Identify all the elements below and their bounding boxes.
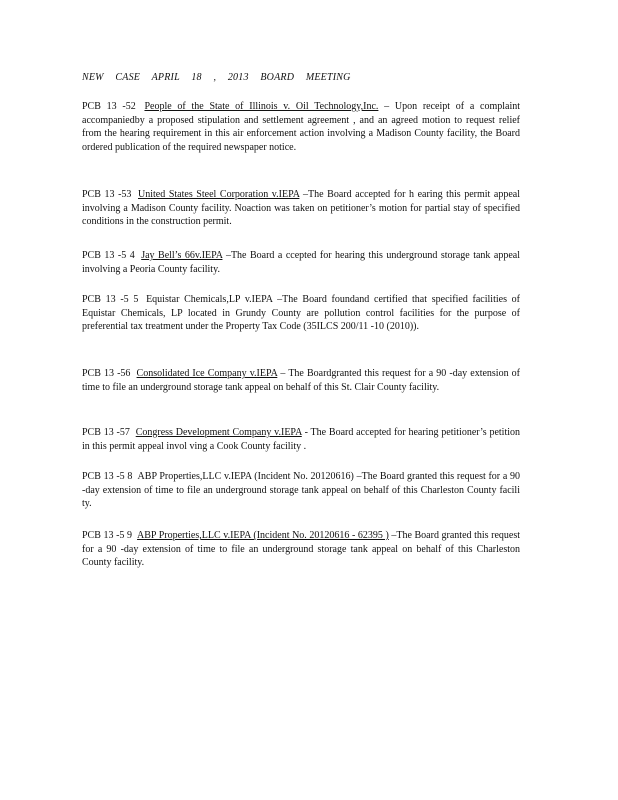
case-number: PCB 13 -5 5: [82, 294, 139, 305]
case-number: PCB 13 -52: [82, 101, 136, 112]
case-caption: Congress Development Company v.IEPA: [135, 427, 302, 438]
meeting-heading: NEW CASE APRIL 18 , 2013 BOARD MEETING: [82, 72, 351, 83]
case-entry-7: [82, 470, 520, 511]
case-entry-2: [82, 188, 520, 229]
case-number: PCB 13 -56: [82, 368, 131, 379]
case-entry-5: [82, 367, 520, 394]
case-entry-4: [82, 293, 520, 334]
case-number: PCB 13 -53: [82, 189, 132, 200]
case-summary: – The Boardgranted this request for a 90 -day extension of time to file an underground storage tank appeal on behalf of this St. Clair County facility.: [82, 368, 521, 393]
case-summary: Equistar Chemicals,LP v.IEPA –The Board foundand certified that specified facilities of Equistar Chemicals, LP located in Grundy County are pollution control facilities for the purpose of preferential tax treatment under the Property Tax Code (35ILCS 200/11 -10 (2010)).: [82, 294, 521, 333]
case-summary: - The Board accepted for hearing petitioner’s petition in this permit appeal invol ving a Cook County facility .: [82, 427, 521, 452]
case-number: PCB 13 -5 8: [82, 471, 133, 482]
case-number: PCB 13 -5 4: [82, 250, 135, 261]
case-number: PCB 13 -57: [82, 427, 130, 438]
case-entry-8: [82, 529, 520, 570]
case-caption: Consolidated Ice Company v.IEPA: [136, 368, 278, 379]
case-caption: ABP Properties,LLC v.IEPA (Incident No. 20120616 - 62395 ): [137, 530, 389, 541]
case-caption: Jay Bell’s 66v.IEPA: [141, 250, 223, 261]
case-summary: –The Board accepted for h earing this permit appeal involving a Madison County facility. Noaction was taken on petitioner’s motion for partial stay of specified conditions in the construction permit.: [82, 189, 521, 228]
case-entry-1: [82, 100, 520, 154]
case-number: PCB 13 -5 9: [82, 530, 132, 541]
case-entry-6: [82, 426, 520, 453]
case-entry-3: [82, 249, 520, 276]
case-summary: –The Board a ccepted for hearing this underground storage tank appeal involving a Peoria County facility.: [82, 250, 520, 275]
case-caption: United States Steel Corporation v.IEPA: [138, 189, 300, 200]
case-summary: –The Board granted this request for a 90 -day extension of time to file an underground storage tank appeal on behalf of this Charleston County facility.: [82, 530, 521, 569]
case-summary: ABP Properties,LLC v.IEPA (Incident No. 20120616) –The Board granted this request for a 90 -day extension of time to file an underground storage tank appeal on behalf of this Charleston County facili ty.: [82, 471, 520, 510]
case-summary: – Upon receipt of a complaint accompaniedby a proposed stipulation and settlement agreement , and an agreed motion to request relief from the hearing requirement in this air enforcement action involving a Madison County facility, the Board ordered publication of the required newspaper notice.: [82, 101, 521, 153]
case-caption: People of the State of Illinois v. Oil Technology,Inc.: [144, 101, 379, 112]
